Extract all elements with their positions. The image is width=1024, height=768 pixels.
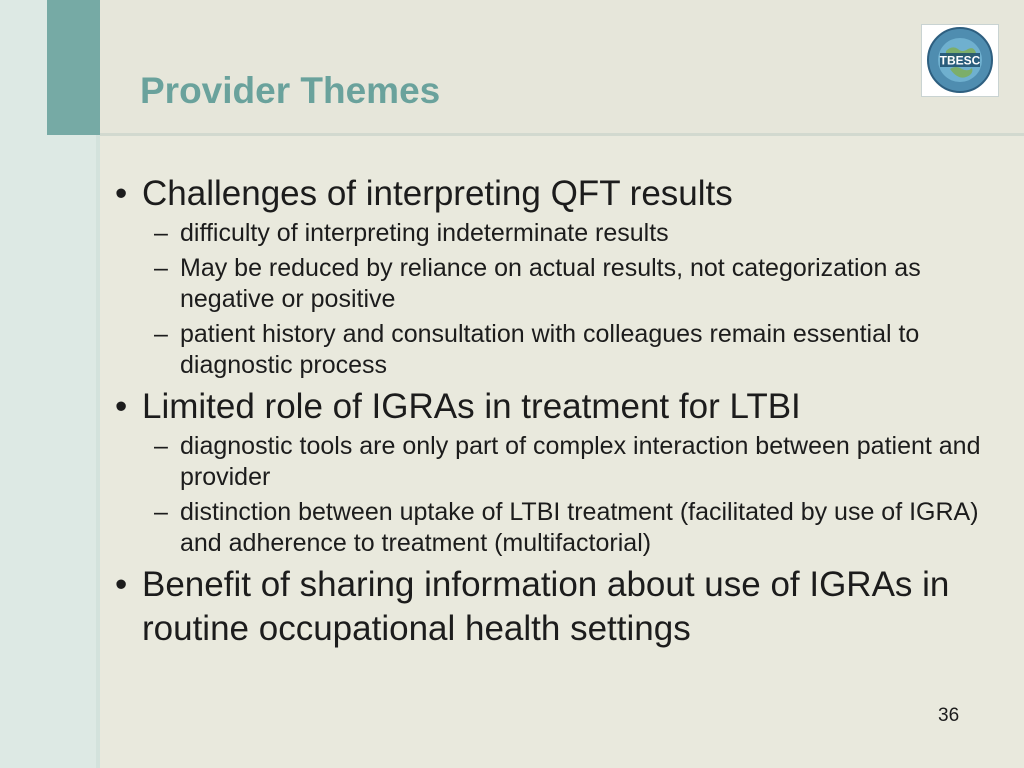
sub-text: diagnostic tools are only part of complex interaction between patient and provider [180, 432, 981, 491]
sub-item [112, 497, 1002, 559]
bullet-text: Benefit of sharing information about use of IGRAs in routine occupational health settings [142, 565, 950, 648]
sub-item [112, 218, 1002, 249]
bullet-text: Limited role of IGRAs in treatment for LTBI [142, 387, 801, 426]
bullet-item [112, 385, 1002, 429]
globe-logo-icon [921, 24, 999, 97]
dash-marker: – [154, 498, 168, 526]
sub-text: difficulty of interpreting indeterminate results [180, 219, 669, 247]
page-number: 36 [938, 705, 960, 726]
bullet-marker: • [115, 565, 128, 604]
slide-title: Provider Themes [140, 70, 441, 111]
dash-marker: – [154, 254, 168, 282]
sub-item [112, 431, 1002, 493]
sub-item [112, 319, 1002, 381]
bullet-item [112, 563, 1002, 651]
title-accent-bar [47, 0, 100, 135]
logo-text: TBESC [939, 53, 981, 68]
dash-marker: – [154, 432, 168, 460]
sub-list [112, 431, 1002, 559]
sub-text: May be reduced by reliance on actual results, not categorization as negative or positive [180, 254, 921, 313]
title-divider [100, 133, 1024, 136]
slide-body [112, 172, 1002, 653]
sub-text: patient history and consultation with colleagues remain essential to diagnostic process [180, 320, 920, 379]
bullet-item [112, 172, 1002, 216]
bullet-marker: • [115, 174, 128, 213]
dash-marker: – [154, 219, 168, 247]
title-band [100, 0, 1024, 133]
dash-marker: – [154, 320, 168, 348]
sub-item [112, 253, 1002, 315]
sub-list [112, 218, 1002, 381]
sub-text: distinction between uptake of LTBI treatment (facilitated by use of IGRA) and adherence to treatment (multifactorial) [180, 498, 979, 557]
bullet-marker: • [115, 387, 128, 426]
bullet-text: Challenges of interpreting QFT results [142, 174, 733, 213]
